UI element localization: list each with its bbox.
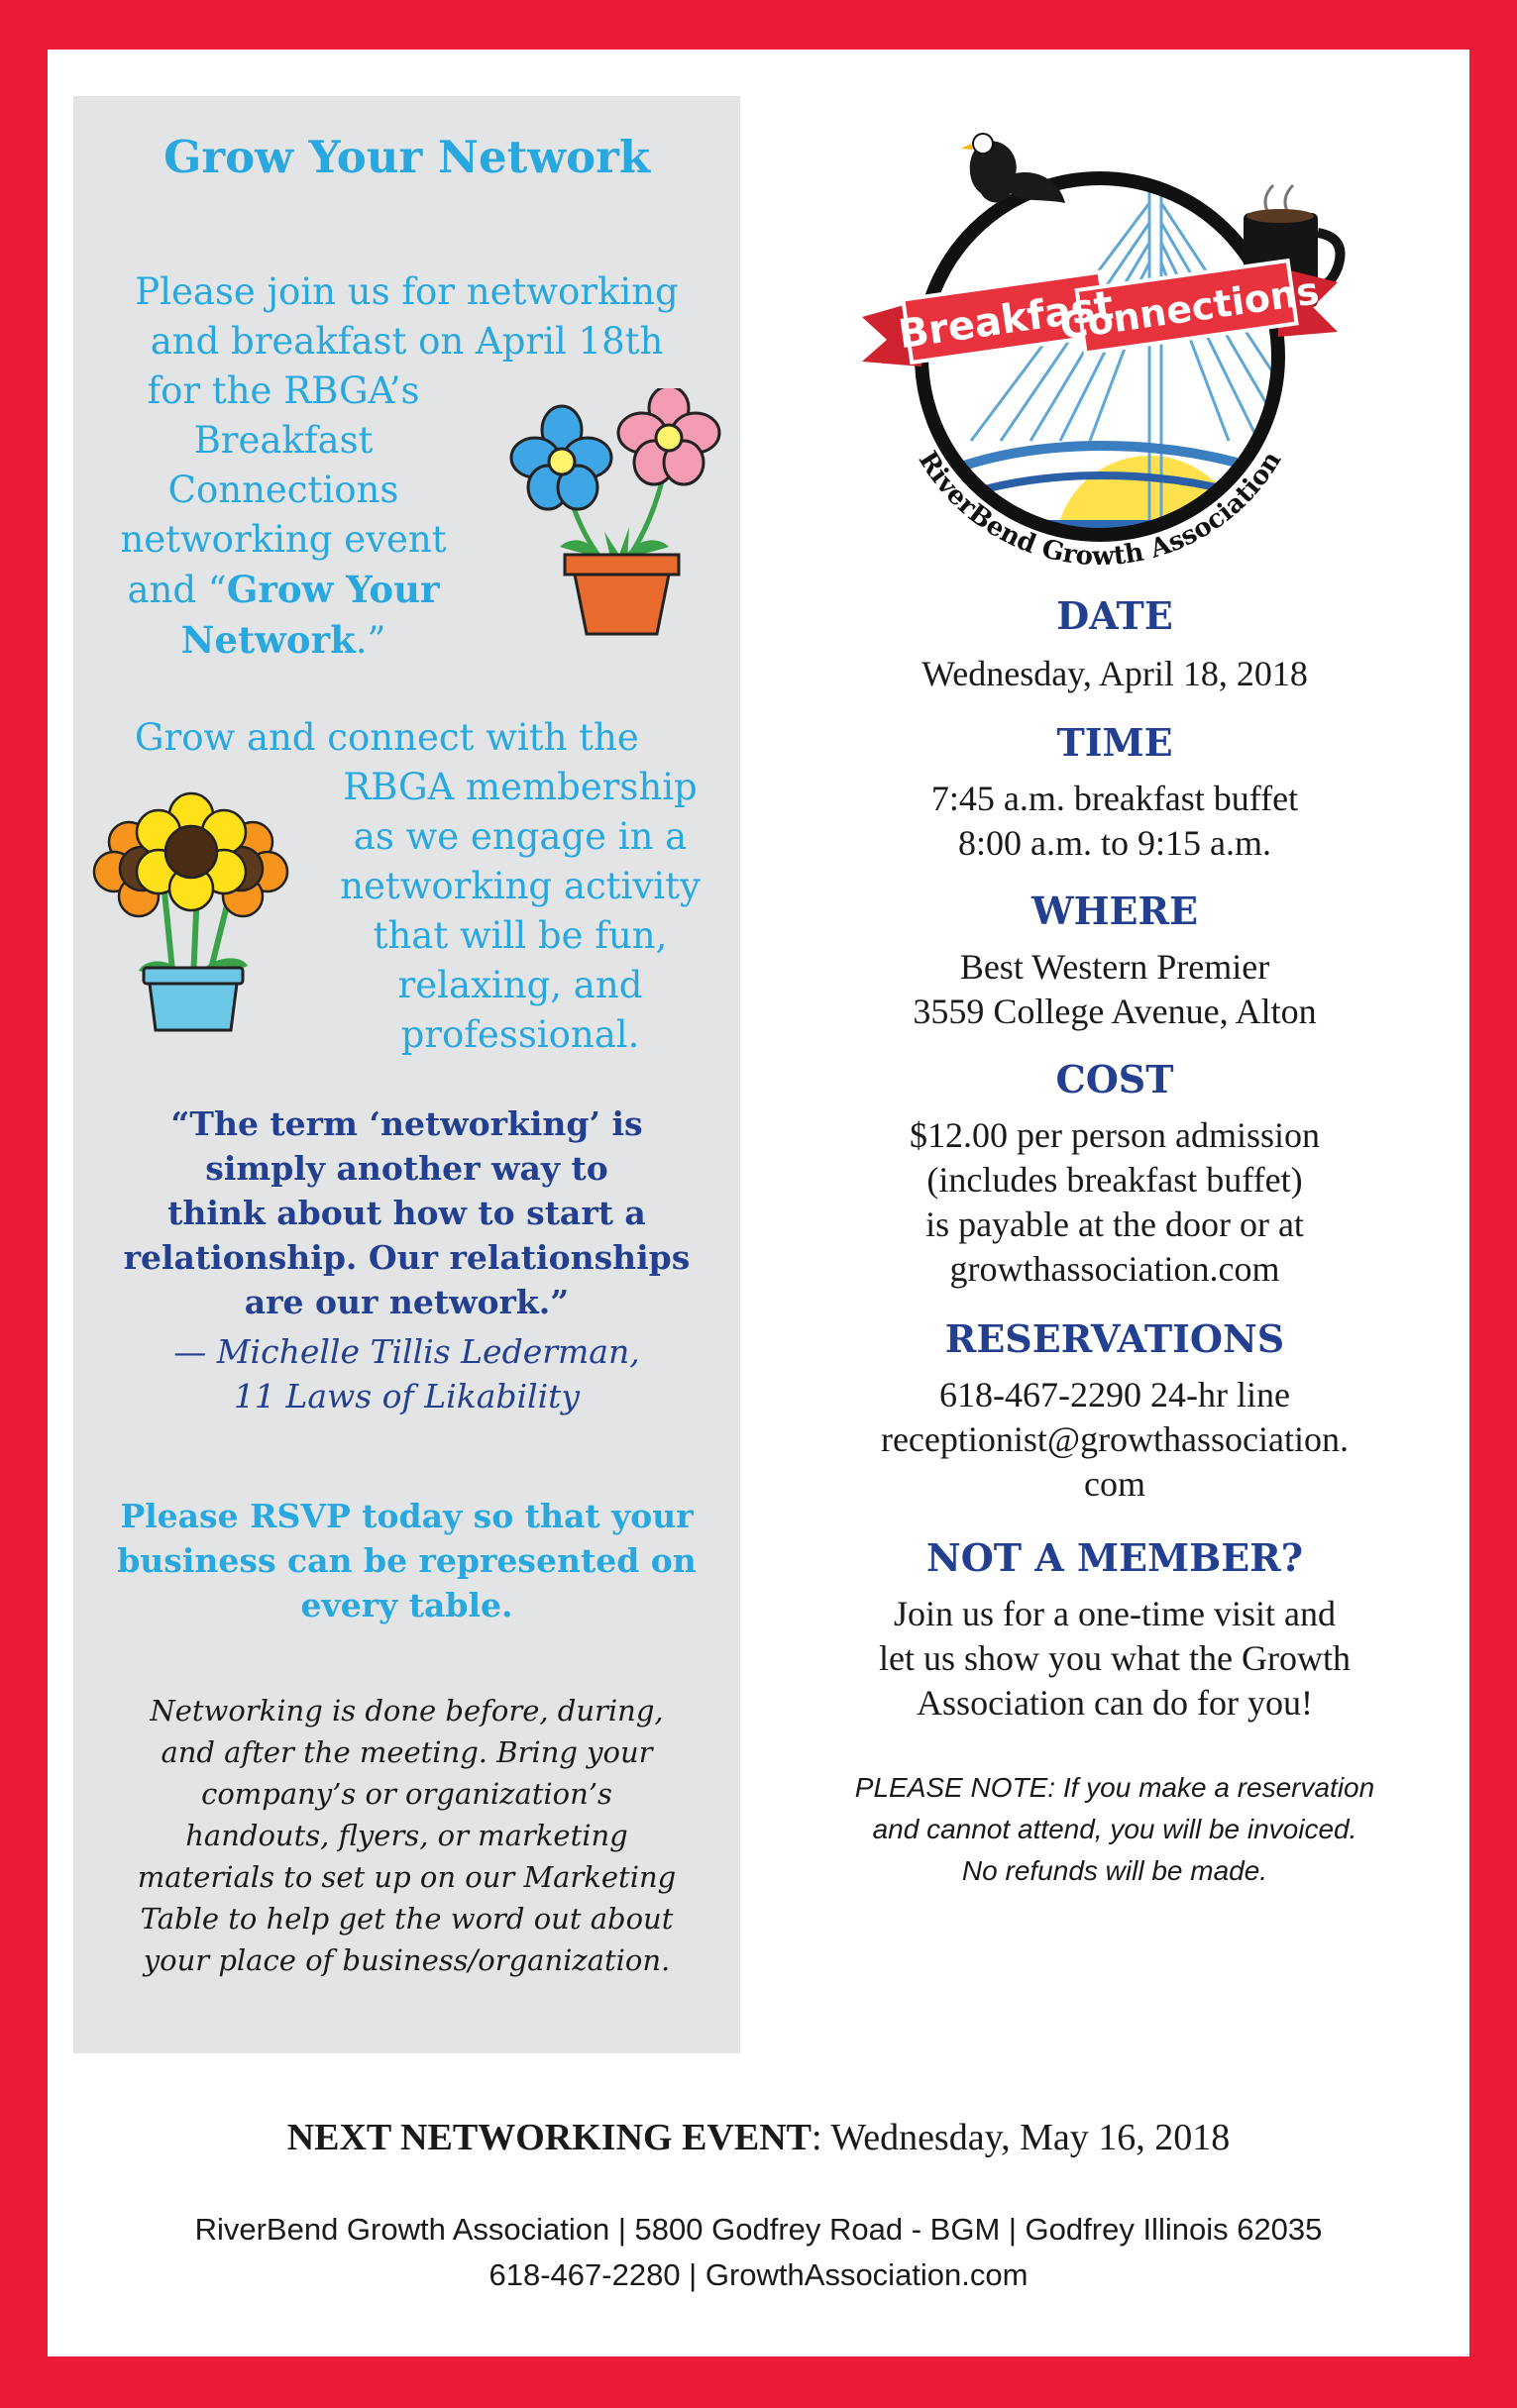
invite-line	[95, 565, 472, 615]
refund-notice	[793, 1767, 1437, 1892]
rsvp-line: Please RSVP today so that your	[120, 1497, 694, 1535]
email-line: com	[1084, 1464, 1145, 1504]
next-event-date: Wednesday, May 16, 2018	[821, 2117, 1231, 2158]
note-line: company’s or organization’s	[201, 1777, 612, 1811]
eagle-icon	[961, 134, 1065, 203]
note-line: handouts, flyers, or marketing	[185, 1819, 628, 1852]
attribution-line: — Michelle Tillis Lederman,	[173, 1332, 640, 1371]
invite-text-narrow	[95, 366, 472, 666]
quote-line: think about how to start a	[167, 1194, 646, 1232]
invite-text	[73, 267, 740, 366]
cost-line: (includes breakfast buffet)	[926, 1160, 1303, 1200]
invite-line: for the RBGA’s	[147, 369, 420, 412]
event-details	[793, 590, 1437, 1892]
not-member-heading: NOT A MEMBER?	[925, 1535, 1304, 1580]
note-line: and after the meeting. Bring your	[161, 1735, 653, 1769]
where-value	[793, 945, 1437, 1034]
invite-bold: Grow Your	[226, 568, 440, 611]
time-value	[793, 777, 1437, 866]
logo-banner-breakfast: Breakfast	[895, 282, 1117, 359]
invite-fragment: .”	[355, 619, 386, 662]
time-line: 7:45 a.m. breakfast buffet	[930, 779, 1299, 818]
member-line: Join us for a one-time visit and	[894, 1594, 1336, 1633]
invite-line: Connections	[167, 469, 399, 511]
where-heading: WHERE	[1030, 889, 1199, 933]
reservations-value	[793, 1373, 1437, 1507]
phone-line: 618-467-2290 24-hr line	[939, 1375, 1290, 1414]
grow-line: as we engage in a	[353, 815, 688, 858]
next-event-colon: :	[812, 2117, 822, 2158]
logo-banner-connections: Connections	[1056, 268, 1322, 349]
grow-text-narrow	[317, 763, 723, 1060]
date-value: Wednesday, April 18, 2018	[921, 654, 1308, 693]
rsvp-callout	[73, 1494, 740, 1627]
quote-line: relationship. Our relationships	[123, 1238, 691, 1277]
headline: Grow Your Network	[163, 131, 651, 183]
notice-line: PLEASE NOTE: If you make a reservation	[854, 1772, 1375, 1803]
quote-line: are our network.”	[244, 1283, 570, 1321]
breakfast-connections-logo	[852, 114, 1348, 570]
note-line: Table to help get the word out about	[140, 1902, 674, 1936]
next-event-label: NEXT NETWORKING EVENT	[286, 2117, 812, 2158]
note-line: materials to set up on our Marketing	[137, 1860, 677, 1894]
cost-value	[793, 1113, 1437, 1292]
email-line: receptionist@growthassociation.	[880, 1419, 1350, 1459]
sunflower-pot-icon	[84, 787, 292, 1035]
cost-line: growthassociation.com	[949, 1249, 1280, 1289]
grow-line: RBGA membership	[343, 766, 698, 808]
grow-text	[73, 713, 740, 763]
time-heading: TIME	[1056, 720, 1173, 765]
grow-line: networking activity	[340, 865, 701, 907]
cost-line: $12.00 per person admission	[910, 1115, 1320, 1155]
notice-line: and cannot attend, you will be invoiced.	[872, 1814, 1357, 1844]
footer-contact: 618-467-2280 | GrowthAssociation.com	[488, 2257, 1029, 2292]
invite-line: Breakfast	[193, 419, 374, 462]
where-line: 3559 College Avenue, Alton	[913, 992, 1317, 1031]
notice-line: No refunds will be made.	[961, 1855, 1268, 1886]
flower-pot-icon	[500, 388, 738, 636]
reservations-heading: RESERVATIONS	[944, 1316, 1285, 1361]
grow-line: Grow and connect with the	[135, 716, 639, 759]
rsvp-line: business can be represented on	[117, 1541, 697, 1580]
note-line: Networking is done before, during,	[150, 1694, 664, 1727]
note-line: your place of business/organization.	[143, 1943, 671, 1977]
not-member-text	[793, 1592, 1437, 1726]
invite-fragment: and “	[127, 569, 227, 611]
grow-line: relaxing, and	[397, 964, 643, 1006]
marketing-note	[73, 1690, 740, 1981]
grow-line: professional.	[400, 1013, 640, 1056]
attribution-line: 11 Laws of Likability	[233, 1377, 581, 1415]
invite-line: and breakfast on April 18th	[150, 320, 664, 363]
quote-line: simply another way to	[205, 1149, 608, 1188]
rsvp-line: every table.	[300, 1586, 513, 1624]
member-line: Association can do for you!	[917, 1683, 1313, 1723]
invite-line	[95, 615, 472, 666]
member-line: let us show you what the Growth	[879, 1638, 1351, 1678]
next-event	[48, 2113, 1469, 2162]
date-heading: DATE	[1056, 593, 1173, 638]
invite-line: networking event	[120, 518, 447, 561]
grow-line: that will be fun,	[373, 914, 668, 957]
quote	[73, 1101, 740, 1324]
where-line: Best Western Premier	[959, 947, 1270, 987]
footer-address: RiverBend Growth Association | 5800 Godfrey Road - BGM | Godfrey Illinois 62035	[194, 2212, 1323, 2247]
time-line: 8:00 a.m. to 9:15 a.m.	[958, 823, 1271, 863]
quote-attribution	[73, 1329, 740, 1418]
cost-line: is payable at the door or at	[925, 1204, 1304, 1244]
logo-ring-textpath: RiverBend Growth Association	[912, 446, 1288, 570]
invite-line: Please join us for networking	[135, 270, 679, 313]
quote-line: “The term ‘networking’ is	[170, 1104, 643, 1143]
footer	[48, 2207, 1469, 2298]
invite-bold: Network	[180, 618, 356, 662]
cost-heading: COST	[1055, 1057, 1174, 1101]
